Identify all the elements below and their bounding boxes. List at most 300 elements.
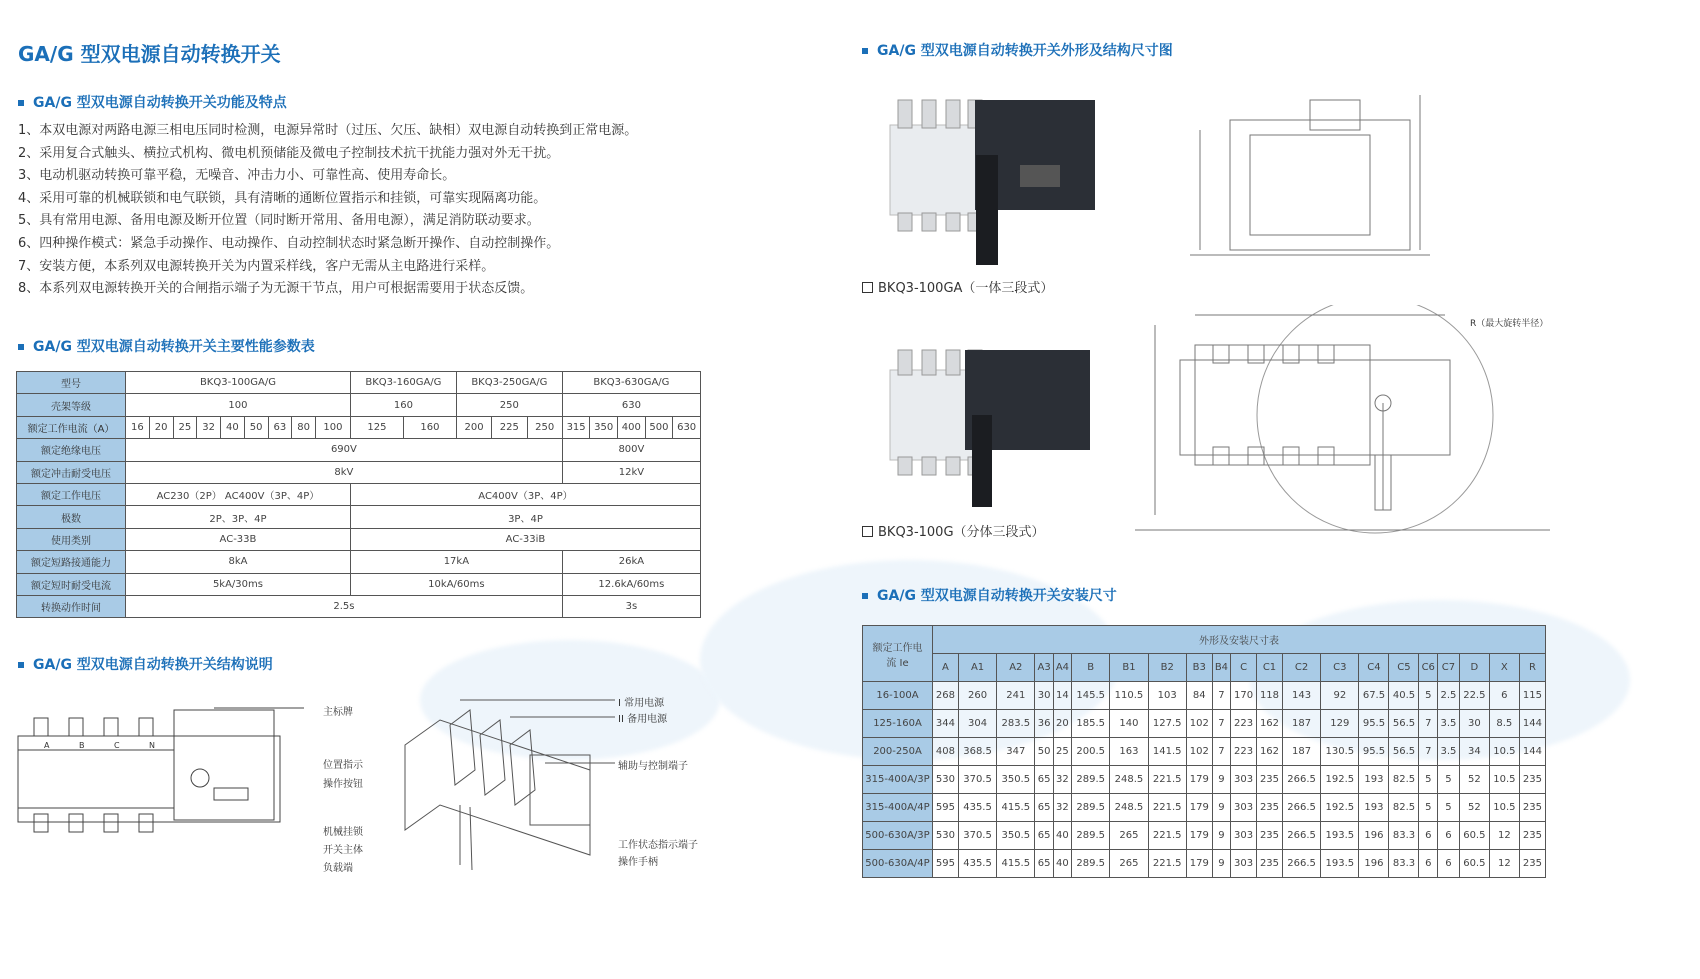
table-cell: 235 (1519, 850, 1545, 878)
table-cell: 500 (645, 416, 673, 438)
table-row (863, 794, 1546, 822)
product-photo-separate (880, 345, 1100, 510)
table-cell: 50 (1035, 738, 1053, 766)
table-cell: 248.5 (1110, 766, 1148, 794)
section-title-text: GA/G 型双电源自动转换开关结构说明 (33, 657, 273, 673)
table-cell: 241 (997, 682, 1035, 710)
table-cell: 82.5 (1389, 794, 1419, 822)
table-row (863, 822, 1546, 850)
section-title-params (18, 336, 315, 356)
table-cell: 25 (1053, 738, 1071, 766)
table-cell: 10kA/60ms (350, 573, 562, 595)
top-view-dimension-drawing (1135, 305, 1550, 545)
table-cell: 110.5 (1110, 682, 1148, 710)
table-cell: 192.5 (1321, 794, 1359, 822)
row-label: 额定工作电流（A） (17, 416, 126, 438)
table-cell: 26kA (562, 551, 700, 573)
table-cell: AC-33iB (350, 528, 700, 550)
row-label: 315-400A/3P (863, 766, 933, 794)
table-cell: 289.5 (1072, 794, 1110, 822)
table-cell: 185.5 (1072, 710, 1110, 738)
table-cell: 52 (1459, 794, 1489, 822)
table-cell: 7 (1419, 710, 1438, 738)
section-title-features (18, 92, 287, 112)
table-cell: 5 (1419, 766, 1438, 794)
table-row (863, 738, 1546, 766)
table-cell: 102 (1186, 710, 1212, 738)
column-header: B3 (1186, 654, 1212, 682)
row-label: 使用类别 (17, 528, 126, 550)
table-cell: 5 (1419, 682, 1438, 710)
table-cell: 162 (1257, 710, 1283, 738)
table-cell: 192.5 (1321, 766, 1359, 794)
table-cell: 10.5 (1489, 766, 1519, 794)
table-cell: 50 (244, 416, 268, 438)
table-cell: 92 (1321, 682, 1359, 710)
table-cell: 30 (1035, 682, 1053, 710)
table-cell: 193.5 (1321, 850, 1359, 878)
table-cell: 6 (1419, 850, 1438, 878)
table-cell: 8kV (126, 461, 563, 483)
table-cell: 266.5 (1282, 794, 1320, 822)
table-row (863, 682, 1546, 710)
table-cell: 235 (1257, 850, 1283, 878)
table-cell: 102 (1186, 738, 1212, 766)
table-cell: 115 (1519, 682, 1545, 710)
table-row (17, 506, 701, 528)
label-load-end: 负载端 (323, 863, 353, 874)
table-cell: 36 (1035, 710, 1053, 738)
row-label: 额定绝缘电压 (17, 439, 126, 461)
label-operating-handle: 操作手柄 (618, 857, 658, 868)
table-cell: 408 (933, 738, 959, 766)
group-header: 外形及安装尺寸表 (933, 626, 1546, 654)
label-position-indicator: 位置指示 (323, 760, 363, 771)
table-cell: 347 (997, 738, 1035, 766)
table-cell: 56.5 (1389, 738, 1419, 766)
table-cell: 690V (126, 439, 563, 461)
feature-item: 8、本系列双电源转换开关的合闸指示端子为无源干节点，用户可根据需要用于状态反馈。 (18, 281, 534, 297)
table-cell: 595 (933, 850, 959, 878)
table-row (17, 528, 701, 550)
table-cell: 82.5 (1389, 766, 1419, 794)
table-cell: 179 (1186, 766, 1212, 794)
table-cell: 6 (1419, 822, 1438, 850)
table-cell: 3s (562, 595, 700, 617)
feature-list (18, 120, 637, 301)
table-cell: 6 (1438, 850, 1460, 878)
table-cell: 118 (1257, 682, 1283, 710)
table-cell: 187 (1282, 738, 1320, 766)
bullet-square-icon (862, 48, 868, 54)
table-cell: 235 (1519, 766, 1545, 794)
table-cell: 196 (1359, 822, 1389, 850)
column-header: C2 (1282, 654, 1320, 682)
table-cell: 268 (933, 682, 959, 710)
table-cell: 60.5 (1459, 850, 1489, 878)
bullet-square-icon (862, 593, 868, 599)
table-cell: 2.5 (1438, 682, 1460, 710)
svg-text:A: A (44, 741, 50, 750)
table-cell: 25 (173, 416, 197, 438)
table-cell: 7 (1212, 710, 1230, 738)
section-title-text: GA/G 型双电源自动转换开关安装尺寸 (877, 588, 1117, 604)
table-cell: 225 (492, 416, 527, 438)
column-header: A2 (997, 654, 1035, 682)
svg-text:N: N (149, 741, 155, 750)
table-cell: 5 (1438, 794, 1460, 822)
table-cell: 235 (1519, 822, 1545, 850)
table-cell: 65 (1035, 822, 1053, 850)
label-operate-button: 操作按钮 (323, 779, 363, 790)
product-caption-integrated (862, 277, 1053, 296)
row-label: 额定短路接通能力 (17, 551, 126, 573)
table-cell: 221.5 (1148, 766, 1186, 794)
section-title-structure (18, 654, 273, 674)
svg-text:C: C (114, 741, 120, 750)
table-cell: 235 (1519, 794, 1545, 822)
column-header: A3 (1035, 654, 1053, 682)
table-cell: 221.5 (1148, 822, 1186, 850)
row-label: 315-400A/4P (863, 794, 933, 822)
row-label: 125-160A (863, 710, 933, 738)
table-cell: 6 (1489, 682, 1519, 710)
table-cell: 315 (562, 416, 590, 438)
table-cell: 80 (292, 416, 316, 438)
table-cell: 289.5 (1072, 822, 1110, 850)
row-label: 16-100A (863, 682, 933, 710)
table-cell: 370.5 (958, 766, 996, 794)
table-cell: 5kA/30ms (126, 573, 351, 595)
feature-item: 7、安装方便，本系列双电源转换开关为内置采样线，客户无需从主电路进行采样。 (18, 258, 495, 274)
column-header: C7 (1438, 654, 1460, 682)
table-cell: 187 (1282, 710, 1320, 738)
table-cell: 40 (221, 416, 245, 438)
table-cell: 12kV (562, 461, 700, 483)
table-cell: 127.5 (1148, 710, 1186, 738)
table-cell: BKQ3-100GA/G (126, 372, 351, 394)
bullet-square-icon (18, 662, 24, 668)
table-cell: 144 (1519, 738, 1545, 766)
label-max-rotation-radius: R（最大旋转半径） (1470, 319, 1549, 329)
table-row (863, 766, 1546, 794)
column-header: C1 (1257, 654, 1283, 682)
feature-item: 2、采用复合式触头、横拉式机构、微电机预储能及微电子控制技术抗干扰能力强对外无干扰。 (18, 145, 560, 161)
table-row (17, 439, 701, 461)
table-cell: 266.5 (1282, 850, 1320, 878)
table-cell: 595 (933, 794, 959, 822)
table-cell: 5 (1419, 794, 1438, 822)
table-cell: 289.5 (1072, 766, 1110, 794)
table-cell: 344 (933, 710, 959, 738)
table-cell: 95.5 (1359, 710, 1389, 738)
table-cell: 630 (673, 416, 701, 438)
table-cell: 129 (1321, 710, 1359, 738)
caption-text: BKQ3-100GA（一体三段式） (878, 281, 1054, 296)
row-label: 极数 (17, 506, 126, 528)
table-cell: 415.5 (997, 794, 1035, 822)
table-cell: 265 (1110, 850, 1148, 878)
table-cell: 303 (1231, 822, 1257, 850)
table-cell: 40.5 (1389, 682, 1419, 710)
table-cell: 162 (1257, 738, 1283, 766)
table-cell: 193.5 (1321, 822, 1359, 850)
table-cell: 530 (933, 766, 959, 794)
table-cell: 350.5 (997, 766, 1035, 794)
table-cell: 103 (1148, 682, 1186, 710)
column-header: B2 (1148, 654, 1186, 682)
table-cell: 370.5 (958, 822, 996, 850)
table-row (17, 416, 701, 438)
bullet-square-icon (18, 100, 24, 106)
table-cell: 303 (1231, 794, 1257, 822)
row-label: 500-630A/4P (863, 850, 933, 878)
table-cell: 9 (1212, 850, 1230, 878)
checkbox-square-icon (862, 526, 873, 537)
table-cell: 200.5 (1072, 738, 1110, 766)
table-cell: 65 (1035, 794, 1053, 822)
spec-table (16, 371, 701, 618)
column-header: A1 (958, 654, 996, 682)
section-title-install (862, 585, 1117, 605)
table-cell: 9 (1212, 766, 1230, 794)
table-cell: 179 (1186, 822, 1212, 850)
table-cell: 200 (456, 416, 491, 438)
isometric-drawing (400, 695, 615, 880)
table-cell: 248.5 (1110, 794, 1148, 822)
row-label: 额定冲击耐受电压 (17, 461, 126, 483)
table-cell: 12 (1489, 850, 1519, 878)
row-label: 转换动作时间 (17, 595, 126, 617)
table-cell: 34 (1459, 738, 1489, 766)
table-cell: 250 (456, 394, 562, 416)
table-cell: 221.5 (1148, 794, 1186, 822)
table-cell: 800V (562, 439, 700, 461)
table-cell: 160 (350, 394, 456, 416)
label-mechanical-lock: 机械挂锁 (323, 827, 363, 838)
table-cell: 266.5 (1282, 822, 1320, 850)
table-row (17, 595, 701, 617)
table-cell: 32 (1053, 794, 1071, 822)
column-header: C (1231, 654, 1257, 682)
table-cell: BKQ3-160GA/G (350, 372, 456, 394)
table-cell: 9 (1212, 822, 1230, 850)
row-label: 200-250A (863, 738, 933, 766)
table-cell: 56.5 (1389, 710, 1419, 738)
table-cell: 83.3 (1389, 850, 1419, 878)
table-cell: 100 (316, 416, 351, 438)
side-view-dimension-drawing (1190, 90, 1430, 260)
table-cell: 303 (1231, 766, 1257, 794)
table-cell: 266.5 (1282, 766, 1320, 794)
table-cell: 415.5 (997, 850, 1035, 878)
table-cell: 7 (1212, 738, 1230, 766)
column-header: C4 (1359, 654, 1389, 682)
table-cell: 9 (1212, 794, 1230, 822)
column-header: C6 (1419, 654, 1438, 682)
table-cell: 20 (149, 416, 173, 438)
table-row (17, 573, 701, 595)
table-cell: 14 (1053, 682, 1071, 710)
table-cell: 20 (1053, 710, 1071, 738)
table-cell: 145.5 (1072, 682, 1110, 710)
table-cell: 30 (1459, 710, 1489, 738)
column-header: R (1519, 654, 1545, 682)
table-cell: 63 (268, 416, 292, 438)
table-cell: AC400V（3P、4P） (350, 483, 700, 505)
table-cell: 289.5 (1072, 850, 1110, 878)
table-cell: 193 (1359, 794, 1389, 822)
table-cell: 3.5 (1438, 738, 1460, 766)
table-cell: 8.5 (1489, 710, 1519, 738)
table-cell: 179 (1186, 794, 1212, 822)
table-cell: 95.5 (1359, 738, 1389, 766)
table-cell: 163 (1110, 738, 1148, 766)
table-cell: 260 (958, 682, 996, 710)
table-cell: AC230（2P） AC400V（3P、4P） (126, 483, 351, 505)
table-cell: 8kA (126, 551, 351, 573)
table-cell: 65 (1035, 850, 1053, 878)
row-label: 额定工作电压 (17, 483, 126, 505)
table-cell: 221.5 (1148, 850, 1186, 878)
column-header: A4 (1053, 654, 1071, 682)
table-row (17, 551, 701, 573)
table-cell: 12.6kA/60ms (562, 573, 700, 595)
table-cell: 235 (1257, 766, 1283, 794)
table-cell: 435.5 (958, 794, 996, 822)
header-row (863, 626, 1546, 654)
table-cell: 67.5 (1359, 682, 1389, 710)
page-title: GA/G 型双电源自动转换开关 (18, 42, 281, 66)
table-cell: 3.5 (1438, 710, 1460, 738)
table-cell: 143 (1282, 682, 1320, 710)
label-status-terminal: 工作状态指示端子 (618, 840, 698, 851)
table-cell: 193 (1359, 766, 1389, 794)
table-cell: 3P、4P (350, 506, 700, 528)
column-header: B1 (1110, 654, 1148, 682)
checkbox-square-icon (862, 282, 873, 293)
row-label: 500-630A/3P (863, 822, 933, 850)
column-header: D (1459, 654, 1489, 682)
table-cell: 196 (1359, 850, 1389, 878)
table-cell: 12 (1489, 822, 1519, 850)
table-cell: 52 (1459, 766, 1489, 794)
table-row (17, 461, 701, 483)
table-cell: 170 (1231, 682, 1257, 710)
label-aux-terminal: 辅助与控制端子 (618, 761, 688, 772)
row-header: 额定工作电流 Ie (863, 626, 933, 682)
table-cell: 400 (618, 416, 646, 438)
table-cell: 283.5 (997, 710, 1035, 738)
table-cell: 10.5 (1489, 794, 1519, 822)
section-title-outline (862, 40, 1173, 60)
table-cell: 368.5 (958, 738, 996, 766)
table-cell: 350 (590, 416, 618, 438)
row-label: 壳架等级 (17, 394, 126, 416)
table-cell: 435.5 (958, 850, 996, 878)
table-cell: 6 (1438, 822, 1460, 850)
dimension-table (862, 625, 1546, 878)
product-photo-integrated (880, 95, 1100, 265)
table-cell: 125 (350, 416, 403, 438)
label-backup-power: II 备用电源 (618, 714, 668, 725)
label-switch-body: 开关主体 (323, 845, 363, 856)
table-cell: 303 (1231, 850, 1257, 878)
feature-item: 4、采用可靠的机械联锁和电气联锁，具有清晰的通断位置指示和挂锁，可靠实现隔离功能。 (18, 190, 547, 206)
table-cell: 10.5 (1489, 738, 1519, 766)
caption-text: BKQ3-100G（分体三段式） (878, 525, 1045, 540)
column-header: B (1072, 654, 1110, 682)
label-normal-power: I 常用电源 (618, 698, 665, 709)
column-header: B4 (1212, 654, 1230, 682)
table-cell: 84 (1186, 682, 1212, 710)
table-cell: 265 (1110, 822, 1148, 850)
table-row (17, 372, 701, 394)
section-title-text: GA/G 型双电源自动转换开关主要性能参数表 (33, 339, 315, 355)
table-cell: 160 (403, 416, 456, 438)
label-nameplate: 主标牌 (323, 707, 353, 718)
table-cell: BKQ3-250GA/G (456, 372, 562, 394)
table-cell: 5 (1438, 766, 1460, 794)
bullet-square-icon (18, 344, 24, 350)
table-cell: 40 (1053, 822, 1071, 850)
table-cell: 7 (1419, 738, 1438, 766)
table-cell: 223 (1231, 738, 1257, 766)
table-cell: 83.3 (1389, 822, 1419, 850)
table-cell: AC-33B (126, 528, 351, 550)
column-header: X (1489, 654, 1519, 682)
table-cell: 17kA (350, 551, 562, 573)
table-cell: 630 (562, 394, 700, 416)
table-cell: 223 (1231, 710, 1257, 738)
product-caption-separate (862, 521, 1045, 540)
table-cell: 2.5s (126, 595, 563, 617)
table-cell: 22.5 (1459, 682, 1489, 710)
table-row (863, 850, 1546, 878)
table-cell: 235 (1257, 794, 1283, 822)
front-view-drawing (14, 700, 304, 870)
table-cell: 350.5 (997, 822, 1035, 850)
table-cell: 40 (1053, 850, 1071, 878)
feature-item: 1、本双电源对两路电源三相电压同时检测，电源异常时（过压、欠压、缺相）双电源自动转换到正常电源。 (18, 123, 638, 138)
table-cell: 235 (1257, 822, 1283, 850)
column-header: C3 (1321, 654, 1359, 682)
table-row (17, 394, 701, 416)
table-cell: 130.5 (1321, 738, 1359, 766)
section-title-text: GA/G 型双电源自动转换开关功能及特点 (33, 95, 287, 111)
feature-item: 6、四种操作模式：紧急手动操作、电动操作、自动控制状态时紧急断开操作、自动控制操作。 (18, 235, 560, 251)
table-cell: 32 (197, 416, 221, 438)
table-cell: 141.5 (1148, 738, 1186, 766)
feature-item: 3、电动机驱动转换可靠平稳，无噪音、冲击力小、可靠性高、使用寿命长。 (18, 168, 456, 184)
section-title-text: GA/G 型双电源自动转换开关外形及结构尺寸图 (877, 43, 1173, 59)
row-label: 型号 (17, 372, 126, 394)
row-label: 额定短时耐受电流 (17, 573, 126, 595)
table-cell: 2P、3P、4P (126, 506, 351, 528)
table-cell: 7 (1212, 682, 1230, 710)
table-cell: 140 (1110, 710, 1148, 738)
feature-item: 5、具有常用电源、备用电源及断开位置（同时断开常用、备用电源），满足消防联动要求。 (18, 213, 540, 229)
table-cell: 65 (1035, 766, 1053, 794)
table-cell: 60.5 (1459, 822, 1489, 850)
table-row (17, 483, 701, 505)
svg-text:B: B (79, 741, 85, 750)
table-cell: 32 (1053, 766, 1071, 794)
table-cell: 304 (958, 710, 996, 738)
table-cell: 179 (1186, 850, 1212, 878)
table-row (863, 710, 1546, 738)
table-cell: 100 (126, 394, 351, 416)
